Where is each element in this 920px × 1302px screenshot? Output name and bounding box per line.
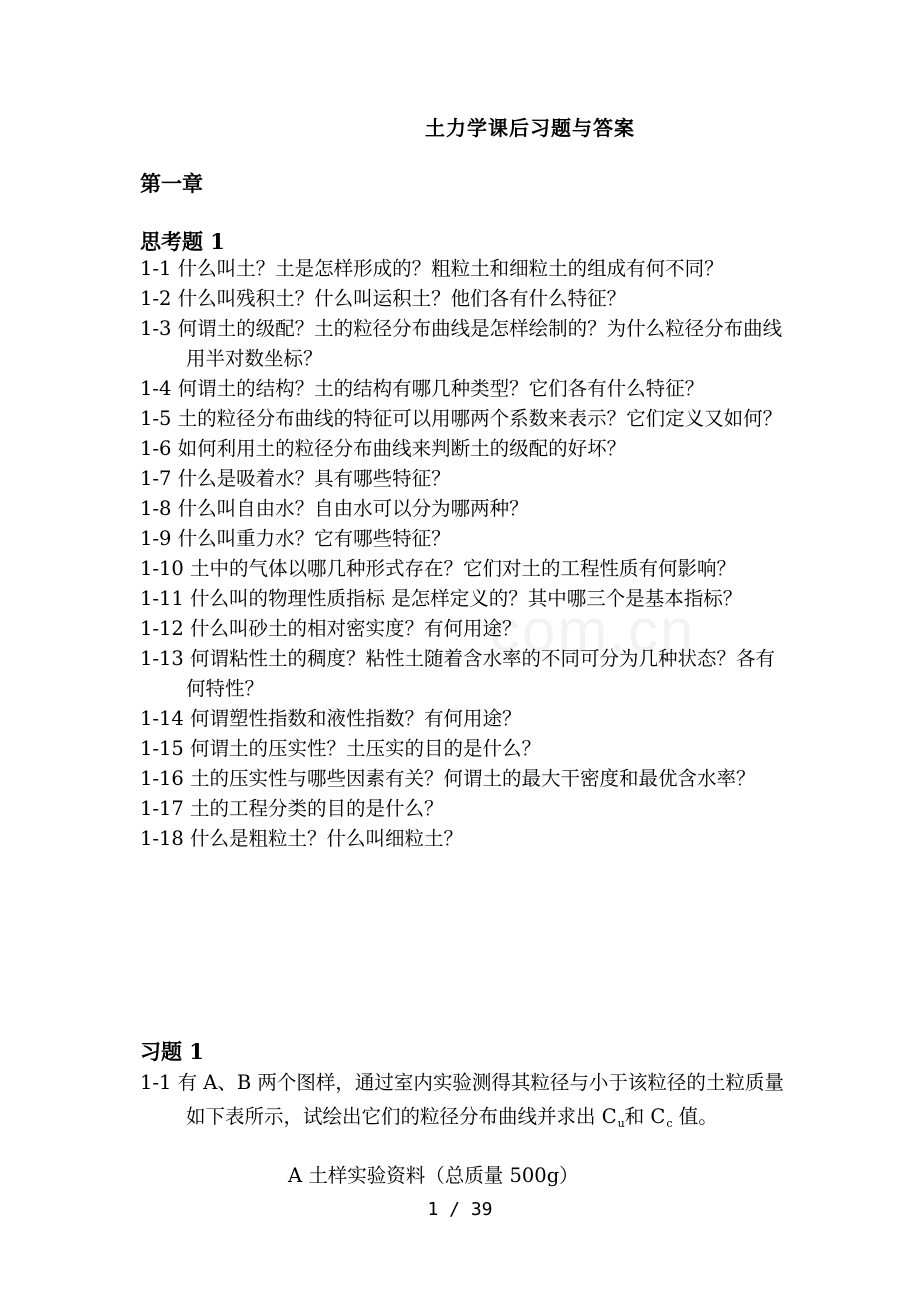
exercise-text-2: 和 C [624, 1105, 666, 1128]
question-item: 1-11 什么叫的物理性质指标 是怎样定义的？其中哪三个是基本指标？ [140, 587, 743, 610]
thinking-questions-heading: 思考题 1 [140, 229, 225, 254]
question-item: 1-5 土的粒径分布曲线的特征可以用哪两个系数来表示？它们定义又如何？ [140, 407, 783, 430]
question-item: 1-1 什么叫土？土是怎样形成的？粗粒土和细粒土的组成有何不同？ [140, 257, 724, 280]
question-item: 1-3 何谓土的级配？土的粒径分布曲线是怎样绘制的？为什么粒径分布曲线用半对数坐标？ [140, 317, 783, 370]
question-item: 1-9 什么叫重力水？它有哪些特征？ [140, 527, 451, 550]
question-item: 1-6 如何利用土的粒径分布曲线来判断土的级配的好坏？ [140, 437, 627, 460]
question-item: 1-4 何谓土的结构？土的结构有哪几种类型？它们各有什么特征？ [140, 377, 705, 400]
question-list [140, 254, 790, 854]
question-item: 1-13 何谓粘性土的稠度？粘性土随着含水率的不同可分为几种状态？各有何特性？ [140, 647, 776, 700]
exercise-item [140, 1066, 790, 1141]
question-item: 1-16 土的压实性与哪些因素有关？何谓土的最大干密度和最优含水率？ [140, 767, 756, 790]
question-item: 1-18 什么是粗粒土？什么叫细粒土？ [140, 827, 464, 850]
cu-subscript: u [617, 1117, 625, 1130]
question-item: 1-15 何谓土的压实性？土压实的目的是什么？ [140, 737, 542, 760]
document-title: 土力学课后习题与答案 [425, 116, 635, 140]
watermark: com.cn [490, 597, 696, 664]
cc-subscript: c [666, 1117, 673, 1130]
exercise-heading: 习题 1 [140, 1039, 204, 1064]
exercise-text: 1-1 有 A、B 两个图样，通过室内实验测得其粒径与小于该粒径的土粒质量如下表所示，试绘出它们的粒径分布曲线并求出 C [140, 1071, 784, 1128]
question-item: 1-12 什么叫砂土的相对密实度？有何用途？ [140, 617, 522, 640]
question-item: 1-14 何谓塑性指数和液性指数？有何用途？ [140, 707, 522, 730]
question-item: 1-8 什么叫自由水？自由水可以分为哪两种？ [140, 497, 529, 520]
chapter-heading: 第一章 [140, 171, 203, 196]
table-caption: A 土样实验资料（总质量 500g） [288, 1164, 579, 1187]
question-item: 1-2 什么叫残积土？什么叫运积土？他们各有什么特征？ [140, 287, 627, 310]
page-number: 1 / 39 [427, 1199, 493, 1220]
exercise-text-3: 值。 [672, 1105, 718, 1128]
question-item: 1-17 土的工程分类的目的是什么？ [140, 797, 444, 820]
question-item: 1-7 什么是吸着水？具有哪些特征？ [140, 467, 451, 490]
question-item: 1-10 土中的气体以哪几种形式存在？它们对土的工程性质有何影响？ [140, 557, 737, 580]
